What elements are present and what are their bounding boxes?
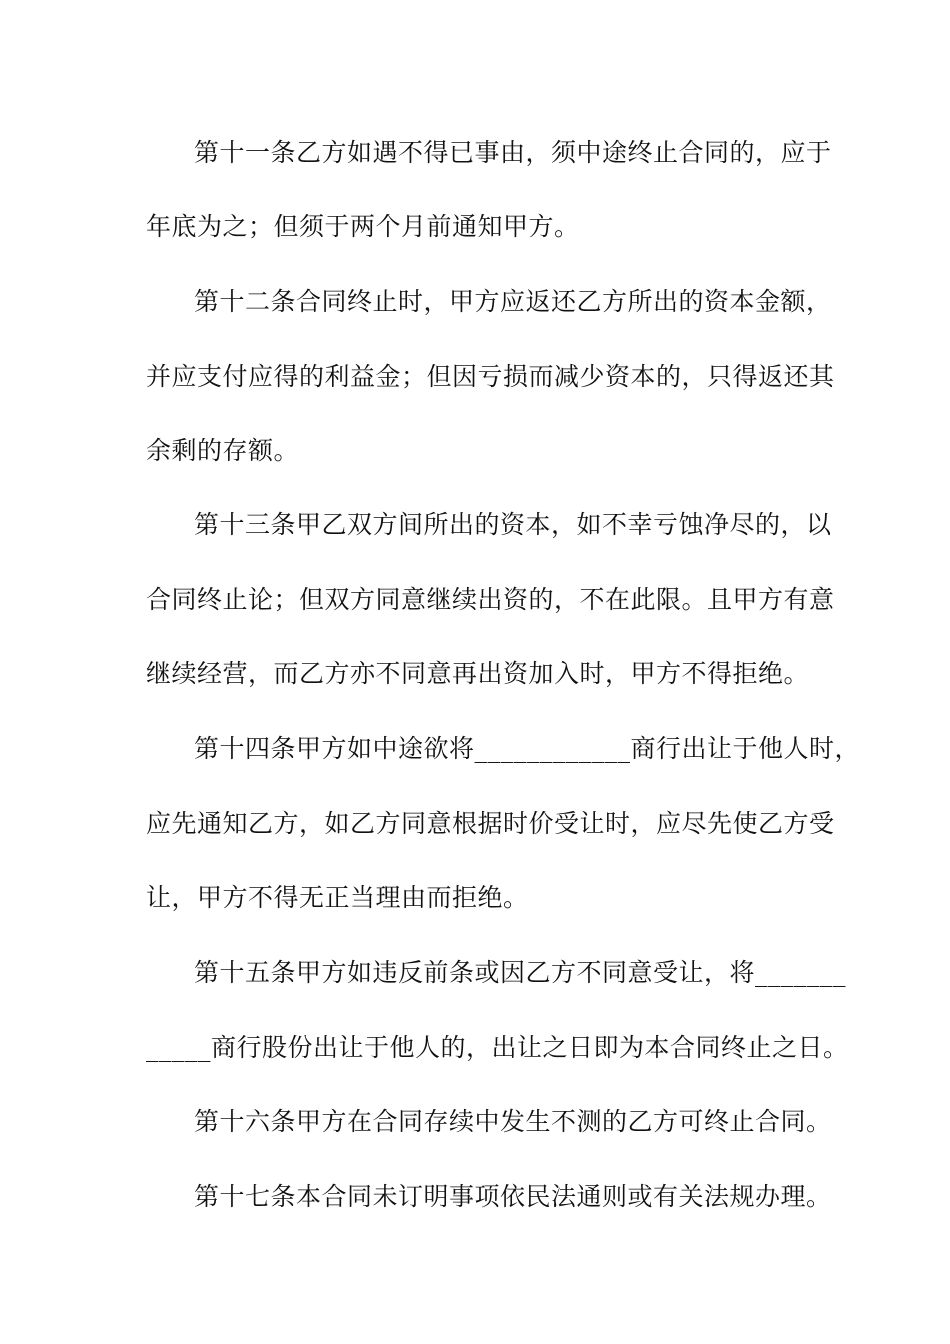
clause-14-line-1: 第十四条甲方如中途欲将____________商行出让于他人时， bbox=[194, 734, 861, 763]
clause-13-line-1: 第十三条甲乙双方间所出的资本，如不幸亏蚀净尽的，以 bbox=[194, 510, 832, 539]
clause-11-line-2: 年底为之；但须于两个月前通知甲方。 bbox=[146, 212, 580, 241]
clause-14-line-3: 让，甲方不得无正当理由而拒绝。 bbox=[146, 883, 529, 912]
clause-12-line-2: 并应支付应得的利益金；但因亏损而减少资本的，只得返还其 bbox=[146, 362, 835, 391]
clause-13-line-2: 合同终止论；但双方同意继续出资的，不在此限。且甲方有意 bbox=[146, 585, 835, 614]
clause-14-line-2: 应先通知乙方，如乙方同意根据时价受让时，应尽先使乙方受 bbox=[146, 809, 835, 838]
clause-11-line-1: 第十一条乙方如遇不得已事由，须中途终止合同的，应于 bbox=[194, 138, 832, 167]
clause-12-line-1: 第十二条合同终止时，甲方应返还乙方所出的资本金额， bbox=[194, 287, 832, 316]
clause-15-line-2: _____商行股份出让于他人的，出让之日即为本合同终止之日。 bbox=[146, 1033, 849, 1062]
clause-15-line-1: 第十五条甲方如违反前条或因乙方不同意受让，将_______ bbox=[194, 958, 847, 987]
clause-13-line-3: 继续经营，而乙方亦不同意再出资加入时，甲方不得拒绝。 bbox=[146, 659, 810, 688]
clause-17-line-1: 第十七条本合同未订明事项依民法通则或有关法规办理。 bbox=[194, 1182, 832, 1211]
clause-16-line-1: 第十六条甲方在合同存续中发生不测的乙方可终止合同。 bbox=[194, 1107, 832, 1136]
clause-12-line-3: 余剩的存额。 bbox=[146, 436, 300, 465]
